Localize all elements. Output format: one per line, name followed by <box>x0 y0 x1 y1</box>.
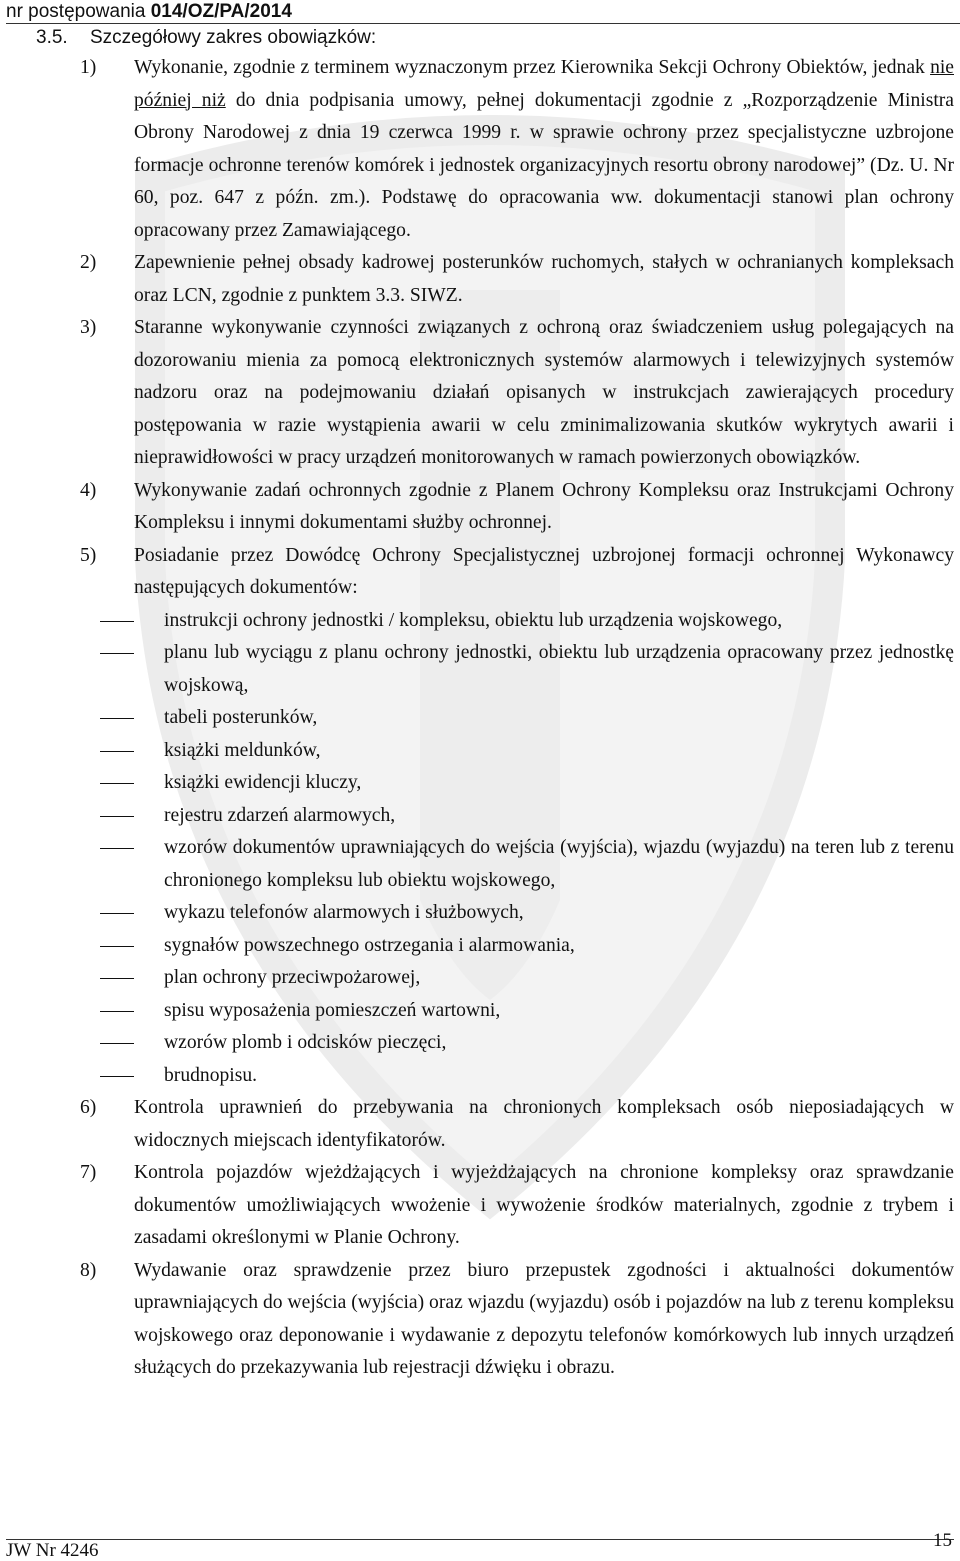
duty-item-6 <box>36 1092 954 1157</box>
dash-bullet-icon <box>100 718 134 719</box>
document-list-item: sygnałów powszechnego ostrzegania i alarmowania, <box>134 930 954 963</box>
duty-text: Wydawanie oraz sprawdzenie przez biuro przepustek zgodności i aktualności dokumentów uprawniających do wejścia (wyjścia) oraz wjazdu (wyjazdu) osób i pojazdów na lub z terenu kompleksu wojskowego oraz deponowanie i wydawanie z depozytu telefonów komórkowych lub innych urządzeń służących do przekazywania lub rejestracji dźwięku i obrazu. <box>134 1259 954 1378</box>
duties-section <box>36 26 954 1385</box>
dash-bullet-icon <box>100 913 134 914</box>
duty-number: 8) <box>80 1259 97 1281</box>
dash-bullet-icon <box>100 1011 134 1012</box>
document-list-item: wzorów plomb i odcisków pieczęci, <box>134 1027 954 1060</box>
section-heading <box>36 26 954 50</box>
duty-number: 3) <box>80 317 97 338</box>
duty-number: 2) <box>80 252 97 273</box>
duty-number: 4) <box>80 479 97 501</box>
duty-item-7 <box>36 1157 954 1255</box>
dash-bullet-icon <box>100 1043 134 1044</box>
dash-bullet-icon <box>100 653 134 654</box>
document-list-item: tabeli posterunków, <box>134 702 954 735</box>
running-header <box>6 0 292 24</box>
dash-bullet-icon <box>100 783 134 784</box>
document-list-item: książki meldunków, <box>134 735 954 768</box>
case-number-prefix: nr postępowania <box>6 1 151 22</box>
duty-text: Kontrola uprawnień do przebywania na chronionych kompleksach osób nieposiadających w widocznych miejscach identyfikatorów. <box>134 1097 954 1151</box>
duty-text-part-a: Wykonanie, zgodnie z terminem wyznaczonym przez Kierownika Sekcji Ochrony Obiektów, jednak <box>134 57 931 78</box>
dash-bullet-icon <box>100 751 134 752</box>
duty-number: 7) <box>80 1162 97 1183</box>
duty-number: 6) <box>80 1097 97 1118</box>
document-list-item: wzorów dokumentów uprawniających do wejścia (wyjścia), wjazdu (wyjazdu) na teren lub z terenu chronionego kompleksu lub obiektu wojskowego, <box>134 832 954 897</box>
section-number: 3.5. <box>36 27 68 48</box>
document-list-item: wykazu telefonów alarmowych i służbowych, <box>134 897 954 930</box>
document-list-item: książki ewidencji kluczy, <box>134 767 954 800</box>
duty-item-2 <box>36 247 954 312</box>
dash-bullet-icon <box>100 978 134 979</box>
dash-bullet-icon <box>100 946 134 947</box>
case-number: 014/OZ/PA/2014 <box>150 1 292 22</box>
section-title: Szczegółowy zakres obowiązków: <box>90 27 377 48</box>
document-list-item: plan ochrony przeciwpożarowej, <box>134 962 954 995</box>
dash-bullet-icon <box>100 816 134 817</box>
duty-item-4 <box>36 475 954 540</box>
dash-bullet-icon <box>100 848 134 849</box>
duty-text: Kontrola pojazdów wjeżdżających i wyjeżdżających na chronione kompleksy oraz sprawdzanie dokumentów umożliwiających wwożenie i wywożenie środków materialnych, zgodnie z trybem i zasadami określonymi w Planie Ochrony. <box>134 1162 954 1248</box>
dash-bullet-icon <box>100 1076 134 1077</box>
duty-text: Staranne wykonywanie czynności związanych z ochroną oraz świadczeniem usług polegających na dozorowaniu mienia za pomocą elektronicznych systemów alarmowych i telewizyjnych systemów nadzoru oraz na podejmowaniu działań opisanych w instrukcjach zawierających procedury postępowania w razie wystąpienia awarii w celu zminimalizowania skutków wykrytych awarii i nieprawidłowości w pracy urządzeń monitorowanych w ramach powierzonych obowiązków. <box>134 317 954 468</box>
footer-unit: JW Nr 4246 <box>6 1540 99 1561</box>
document-list-item: instrukcji ochrony jednostki / kompleksu, obiektu lub urządzenia wojskowego, <box>134 605 954 638</box>
duty-number: 5) <box>80 544 97 566</box>
duty-item-1 <box>36 52 954 247</box>
duty-text-part-b: do dnia podpisania umowy, pełnej dokumentacji zgodnie z „Rozporządzenie Ministra Obrony Narodowej z dnia 19 czerwca 1999 r. w sprawie ochrony przez specjalistyczne uzbrojone formacje ochronne terenów komórek i jednostek organizacyjnych resortu obrony narodowej” (Dz. U. Nr 60, poz. 647 z późn. zm.). Podstawę do opracowania ww. dokumentacji stanowi plan ochrony opracowany przez Zamawiającego. <box>134 89 954 241</box>
header-rule <box>6 23 960 24</box>
document-list-item: rejestru zdarzeń alarmowych, <box>134 800 954 833</box>
duty-text: Zapewnienie pełnej obsady kadrowej posterunków ruchomych, stałych w ochranianych kompleksach oraz LCN, zgodnie z punktem 3.3. SIWZ. <box>134 252 954 306</box>
duties-list <box>36 52 954 1385</box>
document-list-item: spisu wyposażenia pomieszczeń wartowni, <box>134 995 954 1028</box>
document-list-item: brudnopisu. <box>134 1060 954 1093</box>
duty-text: Posiadanie przez Dowódcę Ochrony Specjalistycznej uzbrojonej formacji ochronnej Wykonawcy następujących dokumentów: <box>134 544 954 598</box>
duty-number: 1) <box>80 57 97 78</box>
duty-item-5 <box>36 540 954 1093</box>
duty-text: Wykonywanie zadań ochronnych zgodnie z Planem Ochrony Kompleksu oraz Instrukcjami Ochrony Kompleksu i innymi dokumentami służby ochronnej. <box>134 479 954 533</box>
duty-item-3 <box>36 312 954 475</box>
duty-text-underlined: nie później niż <box>134 57 954 111</box>
duty-item-8 <box>36 1255 954 1385</box>
footer-rule <box>6 1539 954 1540</box>
dash-bullet-icon <box>100 621 134 622</box>
required-documents-list <box>134 605 954 1093</box>
document-list-item: planu lub wyciągu z planu ochrony jednostki, obiektu lub urządzenia opracowany przez jednostkę wojskową, <box>134 637 954 702</box>
page-number: 15 <box>933 1530 952 1551</box>
